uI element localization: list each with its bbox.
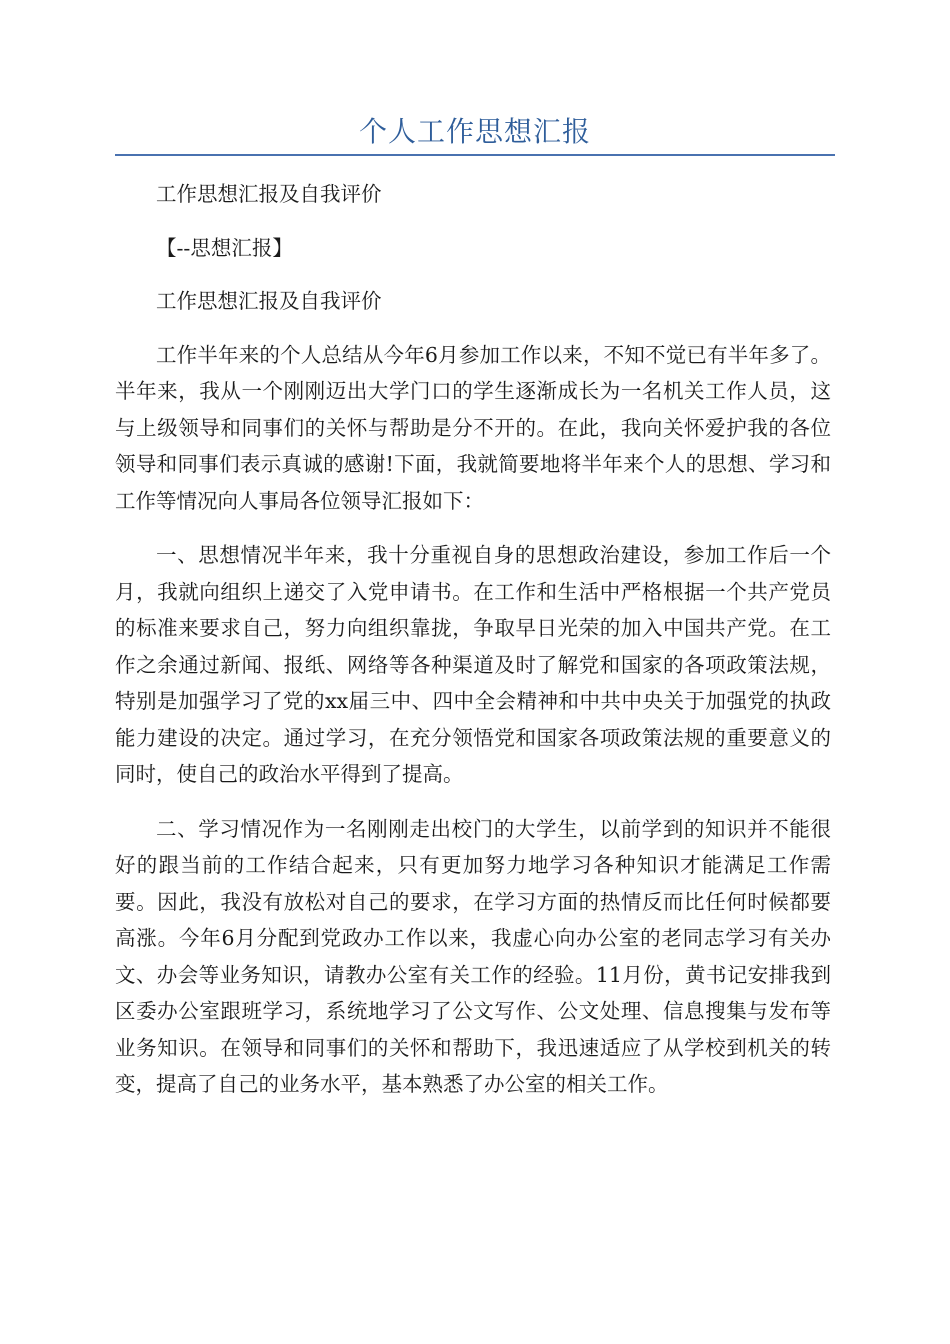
category-tag: 【--思想汇报】 — [156, 235, 293, 260]
section-heading: 工作思想汇报及自我评价 — [156, 289, 382, 313]
subtitle-line: 工作思想汇报及自我评价 — [156, 182, 382, 206]
document-title: 个人工作思想汇报 — [358, 115, 591, 148]
title-underline — [115, 154, 835, 156]
paragraph-study: 二、学习情况作为一名刚刚走出校门的大学生，以前学到的知识并不能很好的跟当前的工作结合起来，只有更加努力地学习各种知识才能满足工作需要。因此，我没有放松对自己的要求，在学习方面的热情反而比任何时候都要高涨。今年6月分配到党政办工作以来，我虚心向办公室的老同志学习有关办文、办会等业务知识，请教办公室有关工作的经验。11月份，黄书记安排我到区委办公室跟班学习，系统地学习了公文写作、公文处理、信息搜集与发布等业务知识。在领导和同事们的关怀和帮助下，我迅速适应了从学校到机关的转变，提高了自己的业务水平，基本熟悉了办公室的相关工作。 — [115, 816, 831, 1096]
paragraph-intro: 工作半年来的个人总结从今年6月参加工作以来，不知不觉已有半年多了。半年来，我从一个刚刚迈出大学门口的学生逐渐成长为一名机关工作人员，这与上级领导和同事们的关怀与帮助是分不开的。在此，我向关怀爱护我的各位领导和同事们表示真诚的感谢!下面，我就简要地将半年来个人的思想、学习和工作等情况向人事局各位领导汇报如下： — [115, 342, 831, 513]
paragraph-thought: 一、思想情况半年来，我十分重视自身的思想政治建设，参加工作后一个月，我就向组织上递交了入党申请书。在工作和生活中严格根据一个共产党员的标准来要求自己，努力向组织靠拢，争取早日光荣的加入中国共产党。在工作之余通过新闻、报纸、网络等各种渠道及时了解党和国家的各项政策法规，特别是加强学习了党的xx届三中、四中全会精神和中共中央关于加强党的执政能力建设的决定。通过学习，在充分领悟党和国家各项政策法规的重要意义的同时，使自己的政治水平得到了提高。 — [115, 543, 831, 786]
document-body — [115, 176, 831, 1121]
